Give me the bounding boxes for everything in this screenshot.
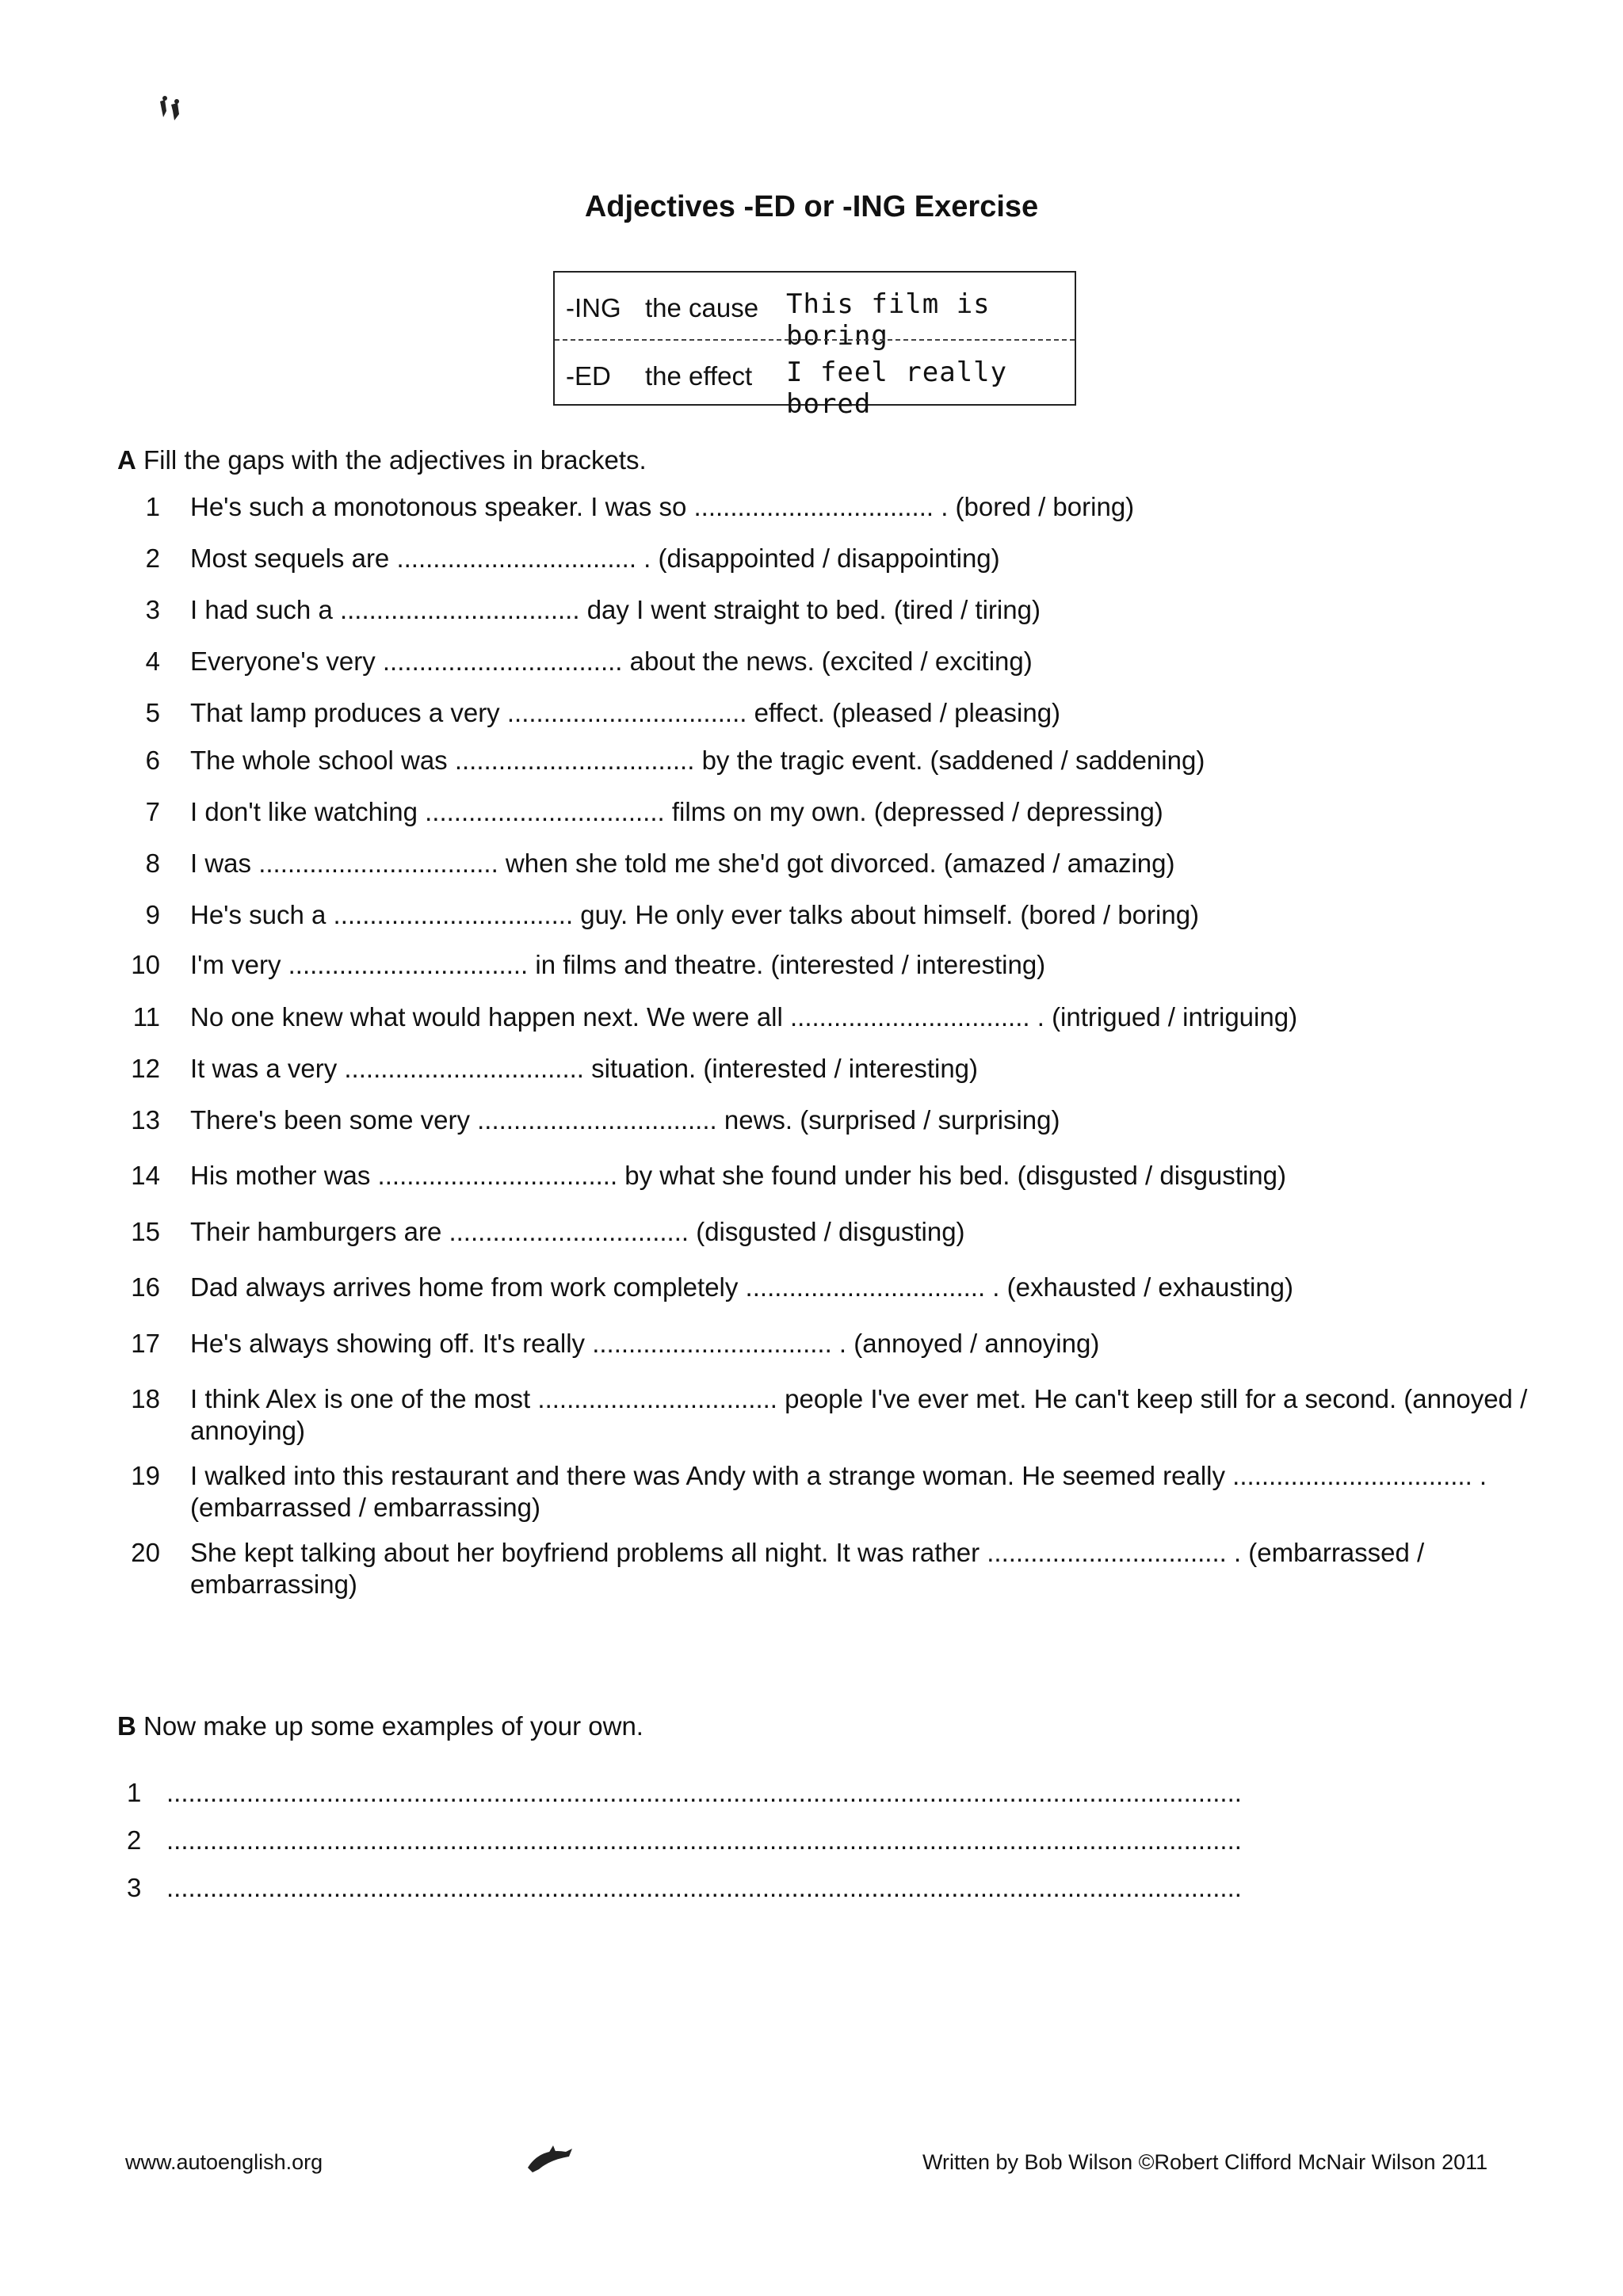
question-number: 19 [131, 1461, 160, 1490]
rule-example: This film is boring [786, 288, 991, 352]
question-text: He's such a ................................. guy. He only ever talks about himself. (bored / boring) [190, 900, 1200, 929]
section-letter: A [117, 445, 136, 475]
section-a-heading [117, 445, 647, 475]
question-number: 13 [131, 1105, 160, 1135]
rule-role: the cause [645, 293, 759, 322]
rule-suffix: -ED [566, 361, 611, 391]
question-number: 8 [145, 849, 160, 878]
question-text: Their hamburgers are ................................. (disgusted / disgusting) [190, 1217, 965, 1246]
rule-divider [555, 339, 1075, 341]
question-number: 6 [145, 746, 160, 775]
answer-line-number: 3 [127, 1873, 142, 1902]
answer-line-dots[interactable]: .................................................................................................................................................... [166, 1825, 1242, 1855]
question-text: The whole school was ................................. by the tragic event. (saddened / saddening) [190, 746, 1205, 775]
question-text: Most sequels are ................................. . (disappointed / disappointing) [190, 543, 1000, 573]
question-text: I walked into this restaurant and there was Andy with a strange woman. He seemed really ................................. . (embarrassed / embarrassing) [190, 1461, 1487, 1522]
question-number: 5 [145, 698, 160, 727]
question-text: I was ................................. when she told me she'd got divorced. (amazed / amazing) [190, 849, 1175, 878]
question-text: He's such a monotonous speaker. I was so ................................. . (bored / boring) [190, 492, 1135, 521]
question-text: His mother was ................................. by what she found under his bed. (disgusted / disgusting) [190, 1161, 1286, 1190]
question-number: 20 [131, 1538, 160, 1567]
question-number: 16 [131, 1272, 160, 1302]
rule-role: the effect [645, 361, 753, 391]
footer-credit: Written by Bob Wilson ©Robert Clifford McNair Wilson 2011 [922, 2150, 1488, 2174]
answer-line-dots[interactable]: .................................................................................................................................................... [166, 1873, 1242, 1902]
dolphin-footer-icon [525, 2141, 575, 2176]
question-number: 18 [131, 1384, 160, 1413]
answer-line-number: 2 [127, 1825, 142, 1855]
question-number: 12 [131, 1054, 160, 1083]
question-text: I had such a ................................. day I went straight to bed. (tired / tiring) [190, 595, 1041, 624]
question-number: 17 [131, 1329, 160, 1358]
question-text: There's been some very ................................. news. (surprised / surprising) [190, 1105, 1060, 1135]
question-text: He's always showing off. It's really ................................. . (annoyed / annoying) [190, 1329, 1100, 1358]
footer-website: www.autoenglish.org [125, 2150, 323, 2174]
dolphin-logo-icon [155, 93, 193, 132]
question-number: 15 [131, 1217, 160, 1246]
question-text: I'm very ................................. in films and theatre. (interested / interesting) [190, 950, 1046, 979]
question-number: 10 [131, 950, 160, 979]
question-text: Dad always arrives home from work completely ................................. . (exhausted / exhausting) [190, 1272, 1294, 1302]
section-letter: B [117, 1711, 136, 1741]
question-number: 14 [131, 1161, 160, 1190]
section-b-heading [117, 1711, 643, 1741]
question-text: She kept talking about her boyfriend problems all night. It was rather ................................. . (embarrassed / embarrassing) [190, 1538, 1425, 1599]
answer-line-number: 1 [127, 1778, 142, 1807]
question-text: I think Alex is one of the most ................................. people I've ever met. He can't keep still for a second. (annoyed / annoying) [190, 1384, 1528, 1445]
question-text: That lamp produces a very ................................. effect. (pleased / pleasing) [190, 698, 1061, 727]
rule-box [553, 271, 1076, 420]
section-instruction: Now make up some examples of your own. [143, 1711, 643, 1741]
rule-example: I feel really bored [786, 357, 1008, 420]
answer-line-dots[interactable]: .................................................................................................................................................... [166, 1778, 1242, 1807]
question-text: It was a very ................................. situation. (interested / interesting) [190, 1054, 979, 1083]
question-text: Everyone's very ................................. about the news. (excited / exciting) [190, 646, 1033, 676]
rule-suffix: -ING [566, 293, 621, 322]
question-number: 9 [145, 900, 160, 929]
question-number: 11 [132, 1002, 160, 1032]
question-number: 1 [145, 492, 160, 521]
page-title: Adjectives -ED or -ING Exercise [584, 190, 1039, 223]
section-instruction: Fill the gaps with the adjectives in brackets. [143, 445, 647, 475]
question-number: 4 [145, 646, 160, 676]
question-number: 3 [145, 595, 160, 624]
question-number: 2 [145, 543, 160, 573]
rule-row-ed [555, 355, 1075, 420]
question-text: No one knew what would happen next. We were all ................................. . (intrigued / intriguing) [190, 1002, 1298, 1032]
question-number: 7 [145, 797, 160, 826]
rule-row-ing [555, 287, 1075, 352]
question-text: I don't like watching ................................. films on my own. (depressed / depressing) [190, 797, 1163, 826]
